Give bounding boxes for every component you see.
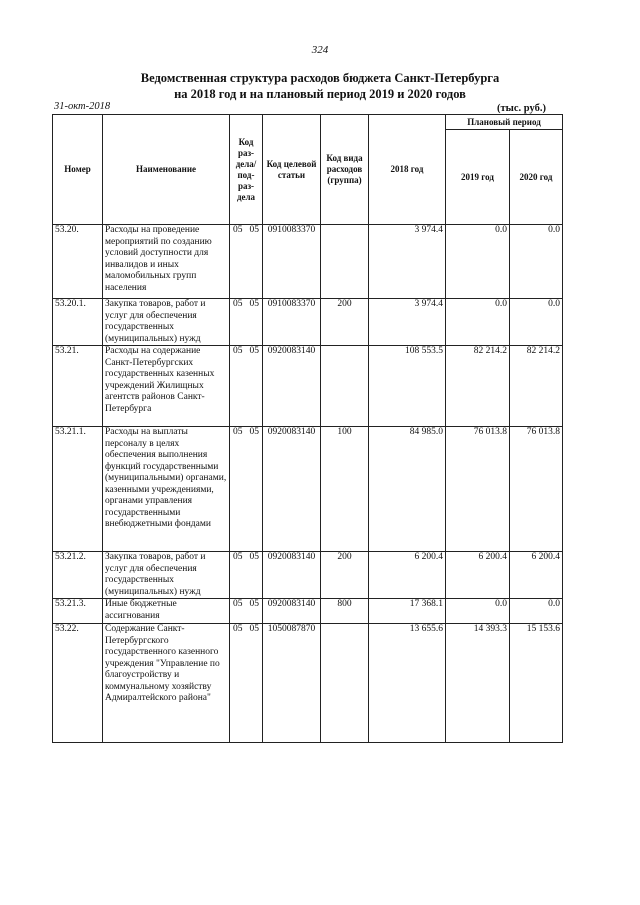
row-section: [230, 624, 263, 743]
table-row: [53, 599, 563, 624]
header-name: Наименование: [103, 115, 230, 225]
row-2019: 76 013.8: [446, 427, 510, 552]
table-row: [53, 427, 563, 552]
row-kind-code: [321, 225, 369, 299]
row-2020: 0.0: [510, 299, 563, 346]
row-section: [230, 599, 263, 624]
row-number: 53.21.2.: [53, 552, 103, 599]
row-section-code: 05: [233, 624, 243, 634]
row-2019: 82 214.2: [446, 346, 510, 427]
row-target-code: 0910083370: [263, 299, 321, 346]
row-name: Расходы на содержание Санкт-Петербургских государственных казенных учреждений Жилищных агентств районов Санкт-Петербурга: [103, 346, 230, 427]
row-target-code: 0910083370: [263, 225, 321, 299]
header-plan-period: Плановый период: [446, 115, 563, 130]
row-section-code: 05: [233, 599, 243, 609]
row-number: 53.22.: [53, 624, 103, 743]
table-row: [53, 346, 563, 427]
row-2020: 82 214.2: [510, 346, 563, 427]
budget-table: [52, 114, 563, 743]
row-subsection-code: 05: [249, 427, 259, 437]
row-subsection-code: 05: [249, 599, 259, 609]
row-name: Закупка товаров, работ и услуг для обеспечения государственных (муниципальных) нужд: [103, 299, 230, 346]
row-2019: 0.0: [446, 299, 510, 346]
row-subsection-code: 05: [249, 624, 259, 634]
document-date: 31-окт-2018: [54, 101, 111, 112]
header-section: Код раз- дела/ под- раз- дела: [230, 115, 263, 225]
row-name: Расходы на проведение мероприятий по созданию условий доступности для инвалидов и иных маломобильных групп населения: [103, 225, 230, 299]
row-2020: 15 153.6: [510, 624, 563, 743]
row-number: 53.21.3.: [53, 599, 103, 624]
row-2018: 13 655.6: [369, 624, 446, 743]
header-2018: 2018 год: [369, 115, 446, 225]
row-2019: 6 200.4: [446, 552, 510, 599]
row-number: 53.21.1.: [53, 427, 103, 552]
row-2018: 3 974.4: [369, 225, 446, 299]
row-2019: 14 393.3: [446, 624, 510, 743]
page-number: 324: [311, 44, 329, 56]
row-2020: 0.0: [510, 599, 563, 624]
row-name: Расходы на выплаты персоналу в целях обеспечения выполнения функций государственными (муниципальными) органами, казенными учреждениями, органами управления государственными внебюджетными фондами: [103, 427, 230, 552]
row-2018: 6 200.4: [369, 552, 446, 599]
row-section-code: 05: [233, 346, 243, 356]
row-number: 53.20.: [53, 225, 103, 299]
units-label: (тыс. руб.): [497, 103, 546, 114]
row-name: Иные бюджетные ассигнования: [103, 599, 230, 624]
row-kind-code: 200: [321, 552, 369, 599]
row-section-code: 05: [233, 299, 243, 309]
row-2018: 17 368.1: [369, 599, 446, 624]
row-target-code: 1050087870: [263, 624, 321, 743]
header-target: Код целевой статьи: [263, 115, 321, 225]
row-number: 53.21.: [53, 346, 103, 427]
row-target-code: 0920083140: [263, 346, 321, 427]
row-target-code: 0920083140: [263, 552, 321, 599]
table-row: [53, 552, 563, 599]
row-section: [230, 225, 263, 299]
row-subsection-code: 05: [249, 552, 259, 562]
row-name: Закупка товаров, работ и услуг для обеспечения государственных (муниципальных) нужд: [103, 552, 230, 599]
table-row: [53, 624, 563, 743]
row-subsection-code: 05: [249, 299, 259, 309]
row-section: [230, 427, 263, 552]
row-kind-code: 100: [321, 427, 369, 552]
row-target-code: 0920083140: [263, 427, 321, 552]
row-2020: 6 200.4: [510, 552, 563, 599]
row-kind-code: 800: [321, 599, 369, 624]
row-section: [230, 346, 263, 427]
row-target-code: 0920083140: [263, 599, 321, 624]
row-number: 53.20.1.: [53, 299, 103, 346]
row-subsection-code: 05: [249, 225, 259, 235]
header-2019: 2019 год: [446, 130, 510, 225]
header-2020: 2020 год: [510, 130, 563, 225]
row-section: [230, 299, 263, 346]
row-2018: 3 974.4: [369, 299, 446, 346]
title-line-2: на 2018 год и на плановый период 2019 и 2020 годов: [174, 87, 466, 101]
row-kind-code: [321, 624, 369, 743]
row-kind-code: 200: [321, 299, 369, 346]
document-title: [40, 70, 600, 102]
row-section: [230, 552, 263, 599]
row-2020: 0.0: [510, 225, 563, 299]
row-name: Содержание Санкт-Петербургского государственного казенного учреждения "Управление по благоустройству и коммунальному хозяйству Адмиралтейского района": [103, 624, 230, 743]
row-2018: 84 985.0: [369, 427, 446, 552]
row-2019: 0.0: [446, 225, 510, 299]
table-row: [53, 299, 563, 346]
row-section-code: 05: [233, 427, 243, 437]
row-kind-code: [321, 346, 369, 427]
header-number: Номер: [53, 115, 103, 225]
table-row: [53, 225, 563, 299]
header-row-1: [53, 115, 563, 130]
row-section-code: 05: [233, 552, 243, 562]
row-2018: 108 553.5: [369, 346, 446, 427]
row-2020: 76 013.8: [510, 427, 563, 552]
row-2019: 0.0: [446, 599, 510, 624]
row-section-code: 05: [233, 225, 243, 235]
title-line-1: Ведомственная структура расходов бюджета Санкт-Петербурга: [140, 71, 500, 85]
header-kind: Код вида расходов (группа): [321, 115, 369, 225]
row-subsection-code: 05: [249, 346, 259, 356]
